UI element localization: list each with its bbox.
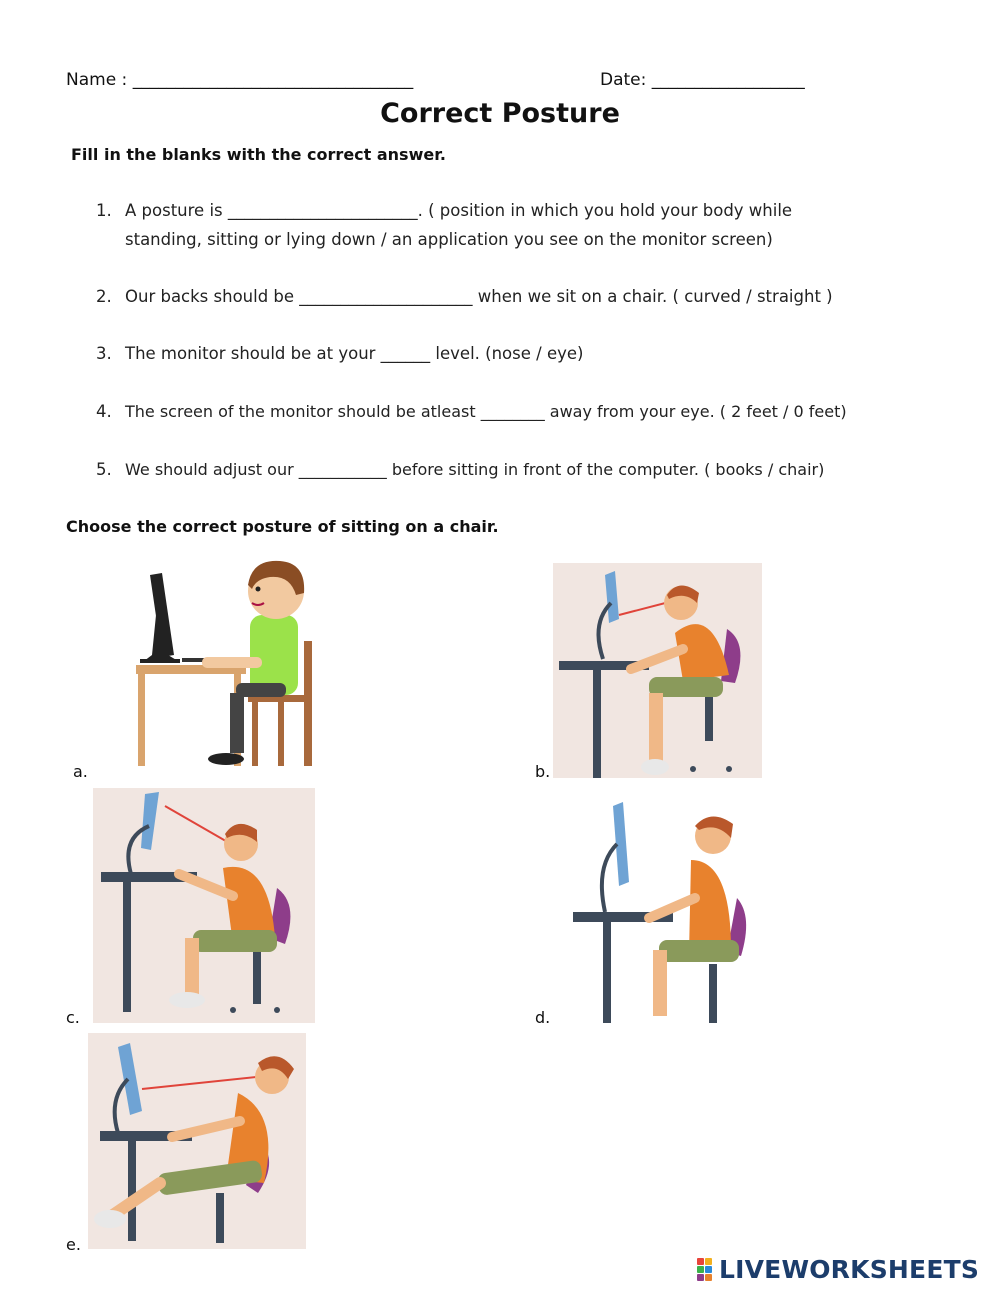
date-field-label: Date: __________________ xyxy=(600,70,805,90)
liveworksheets-logo-icon xyxy=(697,1258,721,1282)
liveworksheets-brand-text: LIVEWORKSHEETS xyxy=(719,1255,980,1284)
page-title: Correct Posture xyxy=(380,98,620,129)
question-4-number: 4. xyxy=(96,402,112,421)
option-a-image[interactable] xyxy=(130,555,320,770)
question-5-number: 5. xyxy=(96,460,112,479)
question-1-text-line2: standing, sitting or lying down / an application you see on the monitor screen) xyxy=(125,230,773,249)
question-1-number: 1. xyxy=(96,201,112,220)
option-d-label: d. xyxy=(535,1008,551,1027)
option-d-image[interactable] xyxy=(565,800,775,1023)
option-a-label: a. xyxy=(73,762,88,781)
question-2-number: 2. xyxy=(96,287,112,306)
name-field-label: Name : _________________________________ xyxy=(66,70,414,90)
liveworksheets-logo xyxy=(697,1255,997,1287)
question-1-text: A posture is _______________________. ( position in which you hold your body while xyxy=(125,201,793,220)
fill-blanks-instruction: Fill in the blanks with the correct answer. xyxy=(71,145,446,164)
option-b-image[interactable] xyxy=(553,563,762,778)
option-e-image[interactable] xyxy=(88,1033,306,1249)
option-c-label: c. xyxy=(66,1008,80,1027)
option-b-label: b. xyxy=(535,762,551,781)
option-c-image[interactable] xyxy=(93,788,315,1023)
question-3-text: The monitor should be at your ______ level. (nose / eye) xyxy=(125,344,584,363)
choose-posture-instruction: Choose the correct posture of sitting on a chair. xyxy=(66,517,499,536)
question-5-text: We should adjust our ___________ before sitting in front of the computer. ( books / chair) xyxy=(125,460,825,479)
option-e-label: e. xyxy=(66,1235,81,1254)
question-2-text: Our backs should be _____________________ when we sit on a chair. ( curved / straight ) xyxy=(125,287,833,306)
question-4-text: The screen of the monitor should be atleast ________ away from your eye. ( 2 feet / 0 feet) xyxy=(125,402,847,421)
question-3-number: 3. xyxy=(96,344,112,363)
